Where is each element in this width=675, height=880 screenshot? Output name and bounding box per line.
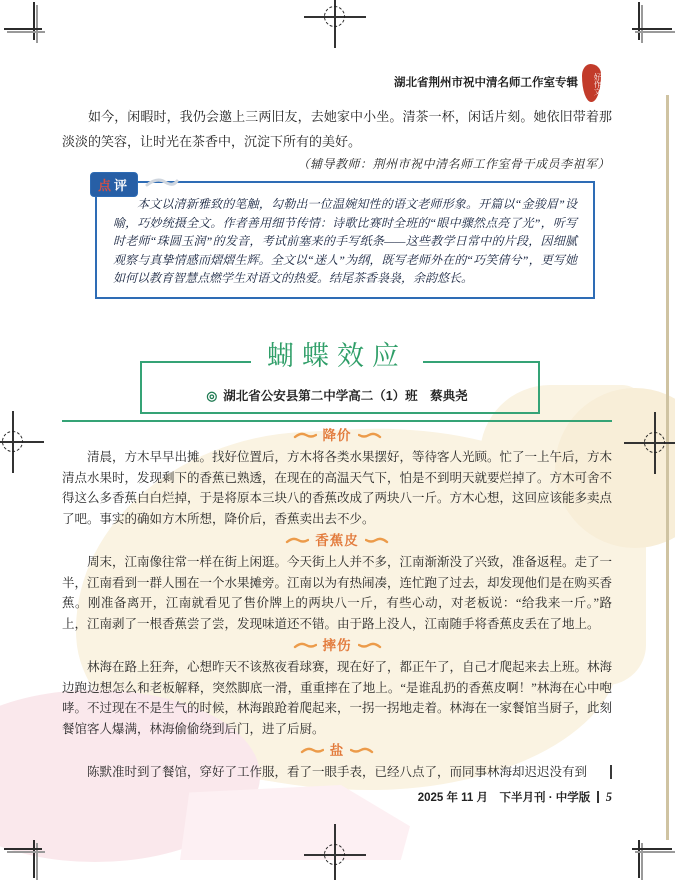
column-break-bar (610, 765, 612, 779)
red-seal-icon: 好作文 (582, 64, 601, 102)
byline-marker-icon: ◎ (206, 389, 218, 403)
swirl-decoration-icon (145, 175, 179, 189)
section-paragraph: 林海在路上狂奔，心想昨天不该熬夜看球赛，现在好了，都正午了，自己才爬起来去上班。林海边跑边想怎么和老板解释，突然脚底一滑，重重摔在了地上。“是谁乱扔的香蕉皮啊！”林海在心中咆哮。不过现在不是生气的时候，林海踉跄着爬起来，一拐一拐地走着。林海在一家餐馆当厨子，此刻餐馆客人爆满，林海偷偷绕到后门，进了后厨。 (62, 660, 613, 736)
section-heading (62, 741, 612, 760)
crop-mark (33, 2, 35, 40)
swoosh-icon (293, 431, 317, 440)
intro-paragraph: 如今，闲暇时，我仍会邀上三两旧友，去她家中小坐。清茶一杯，闲话片刻。她依旧带着那淡淡的笑容，让时光在茶香中，沉淀下所有的美好。 (62, 109, 612, 149)
section-heading-text: 香蕉皮 (315, 533, 359, 548)
section-heading-text: 降价 (322, 428, 352, 443)
swoosh-icon (285, 536, 309, 545)
byline-text: 湖北省公安县第二中学高二（1）班 蔡典尧 (223, 389, 468, 403)
footer-page-number: 5 (605, 789, 612, 804)
swoosh-icon (300, 746, 324, 755)
comment-label (90, 172, 138, 197)
crop-mark (638, 2, 640, 40)
page-content (62, 0, 612, 880)
comment-box (95, 178, 595, 299)
swoosh-icon (350, 746, 374, 755)
page-edge-line (666, 95, 669, 840)
section-heading-text: 摔伤 (322, 638, 352, 653)
section-heading-text: 盐 (329, 743, 345, 758)
crop-mark (638, 840, 640, 878)
section-paragraph (62, 762, 612, 783)
comment-label-char: 评 (114, 178, 131, 193)
section-heading (62, 531, 612, 550)
article-title-block (62, 334, 612, 416)
section-paragraph: 清晨，方木早早出摊。找好位置后，方木将各类水果摆好，等待客人光顾。忙了一上午后，方木清点水果时，发现剩下的香蕉已熟透，在现在的高温天气下，怕是不到明天就要烂掉了。方木可舍不得这么多香蕉白白烂掉，于是将原本三块八的香蕉改成了两块八一斤。方木心想，这回应该能多卖点了吧。事实的确如方木所想，降价后，香蕉卖出去不少。 (62, 450, 613, 526)
comment-text: 本文以清新雅致的笔触，勾勒出一位温婉知性的语文老师形象。开篇以“金骏眉”设喻，巧妙统摄全文。作者善用细节传情：诗歌比赛时全班的“眼中骤然点亮了光”，听写时老师“珠圆玉润”的发音，考试前塞来的手写纸条——这些教学日常中的片段，因细腻观察与真挚情感而熠熠生辉。全文以“迷人”为纲，既写老师外在的“巧笑倩兮”，更写她如何以教育智慧点燃学生对语文的热爱。结尾茶香袅袅，余韵悠长。 (113, 197, 577, 285)
comment-label-char: 点 (98, 178, 115, 193)
article-byline (62, 386, 612, 404)
swoosh-icon (358, 641, 382, 650)
masthead-title: 湖北省荆州市祝中清名师工作室专辑 (394, 77, 578, 89)
crop-mark (632, 28, 672, 30)
section-heading (62, 636, 612, 655)
swoosh-icon (293, 641, 317, 650)
tutor-credit-line: （辅导教师：荆州市祝中清名师工作室骨干成员李祖军） (297, 157, 610, 171)
page-footer (62, 789, 612, 805)
crop-mark (632, 848, 672, 850)
crop-mark (33, 840, 35, 878)
swoosh-icon (358, 431, 382, 440)
section-heading (62, 426, 612, 445)
article-body (62, 426, 612, 805)
green-divider (62, 420, 612, 422)
article-title: 蝴蝶效应 (62, 334, 612, 373)
crop-mark (4, 848, 42, 850)
section-paragraph-text: 陈默准时到了餐馆，穿好了工作服，看了一眼手表，已经八点了，而同事林海却迟迟没有到 (87, 765, 588, 779)
section-paragraph: 周末，江南像往常一样在街上闲逛。今天街上人并不多，江南渐渐没了兴致，准备返程。走了一半，江南看到一群人围在一个水果摊旁。江南以为有热闹凑，连忙跑了过去，却发现他们是在购买香蕉。刚准备离开，江南就看见了售价牌上的两块八一斤，有些心动，对老板说：“给我来一斤。”路上，江南剥了一根香蕉尝了尝，发现味道还不错。由于路上没人，江南随手将香蕉皮丢在了地上。 (62, 555, 613, 631)
footer-issue: 2025 年 11 月 下半月刊 · 中学版 (417, 791, 591, 804)
swoosh-icon (365, 536, 389, 545)
crop-mark (4, 28, 42, 30)
footer-divider (597, 791, 599, 803)
